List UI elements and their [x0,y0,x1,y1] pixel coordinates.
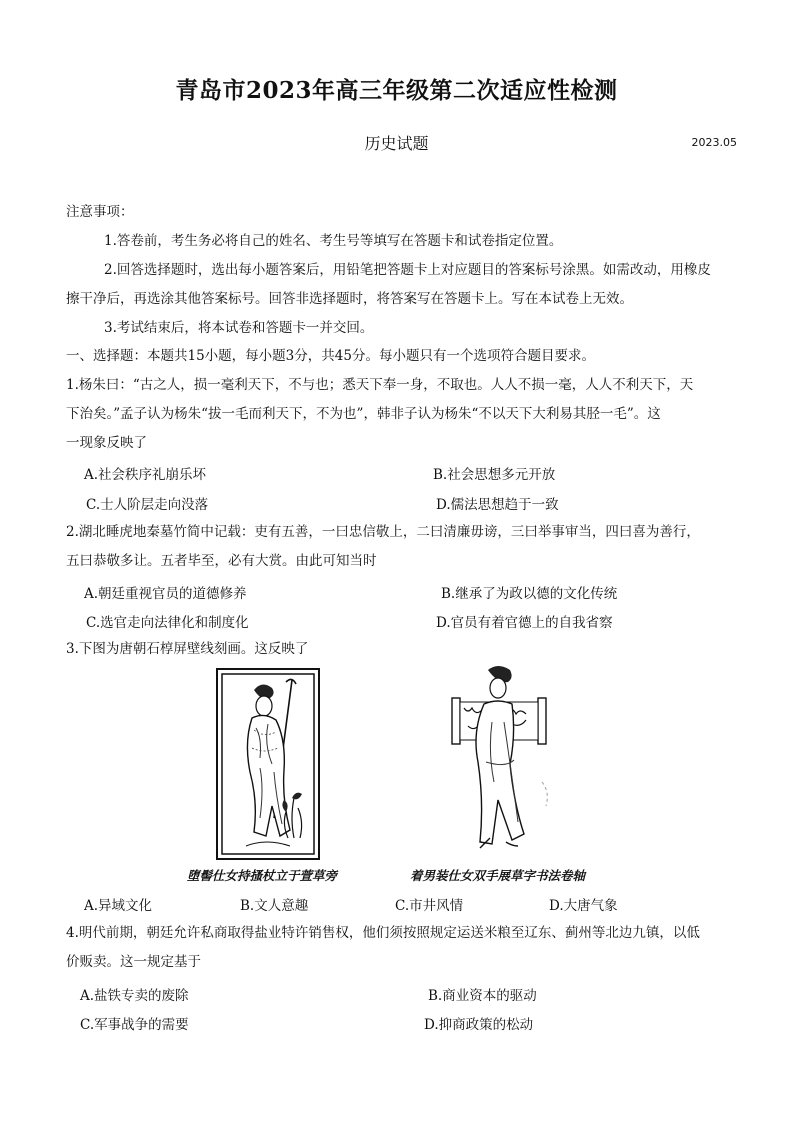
exam-date: 2023.05 [691,136,737,149]
section-heading: 一、选择题：本题共15小题，每小题3分，共45分。每小题只有一个选项符合题目要求。 [66,348,595,364]
q4-option-c: C.军事战争的需要 [80,1017,189,1033]
q3-option-a: A.异域文化 [84,898,153,914]
q4-line-1: 4.明代前期，朝廷允许私商取得盐业特许销售权，他们须按照规定运送米粮至辽东、蓟州等北边九镇，以低 [66,925,700,941]
q4-option-b: B.商业资本的驱动 [428,988,537,1004]
notice-item-1: 1.答卷前，考生务必将自己的姓名、考生号等填写在答题卡和试卷指定位置。 [104,233,563,249]
subject-title: 历史试题 [364,134,429,153]
notice-item-2: 2.回答选择题时，选出每小题答案后，用铅笔把答题卡上对应题目的答案标号涂黑。如需改动，用橡皮 [104,262,711,278]
q1-option-a: A.社会秩序礼崩乐坏 [84,467,207,483]
q4-option-d: D.抑商政策的松动 [424,1017,534,1033]
q3-option-d: D.大唐气象 [549,898,618,914]
q2-line-2: 五曰恭敬多让。五者毕至，必有大赏。由此可知当时 [66,553,377,569]
q1-option-d: D.儒法思想趋于一致 [436,497,559,513]
q2-option-d: D.官员有着官德上的自我省察 [436,615,613,631]
q1-line-1: 1.杨朱曰：“古之人，损一毫利天下，不与也；悉天下奉一身，不取也。人人不损一毫，人人不利天下，天 [66,377,694,393]
q3-option-c: C.市井风情 [395,898,464,914]
carving-maid-with-scroll-image [446,662,554,858]
q4-line-2: 价贩卖。这一规定基于 [66,954,201,970]
notice-heading: 注意事项： [66,204,134,220]
q2-option-b: B.继承了为政以德的文化传统 [441,586,618,602]
carving-maid-with-staff-image [216,668,320,860]
caption-figure-2: 着男装仕女双手展草字书法卷轴 [410,868,586,883]
q4-option-a: A.盐铁专卖的废除 [80,988,189,1004]
q1-option-b: B.社会思想多元开放 [433,467,556,483]
notice-item-2-cont: 擦干净后，再选涂其他答案标号。回答非选择题时，将答案写在答题卡上。写在本试卷上无效。 [66,291,633,307]
page-title: 青岛市2023年高三年级第二次适应性检测 [175,77,618,104]
q3-line-1: 3.下图为唐朝石椁屏壁线刻画。这反映了 [66,641,309,657]
q1-line-2: 下治矣。”孟子认为杨朱“拔一毛而利天下，不为也”，韩非子认为杨朱“不以天下大利易其胫一毛”。这 [66,406,661,422]
q1-option-c: C.士人阶层走向没落 [86,497,209,513]
q2-option-c: C.选官走向法律化和制度化 [86,615,249,631]
q2-option-a: A.朝廷重视官员的道德修养 [84,586,247,602]
q1-line-3: 一现象反映了 [66,435,147,451]
caption-figure-1: 堕髻仕女持搔杖立于萱草旁 [187,868,338,883]
q2-line-1: 2.湖北睡虎地秦墓竹简中记载：吏有五善，一曰忠信敬上，二曰清廉毋谤，三曰举事审当，四曰喜为善行， [66,524,700,540]
q3-option-b: B.文人意趣 [240,898,309,914]
notice-item-3: 3.考试结束后，将本试卷和答题卡一并交回。 [104,320,374,336]
